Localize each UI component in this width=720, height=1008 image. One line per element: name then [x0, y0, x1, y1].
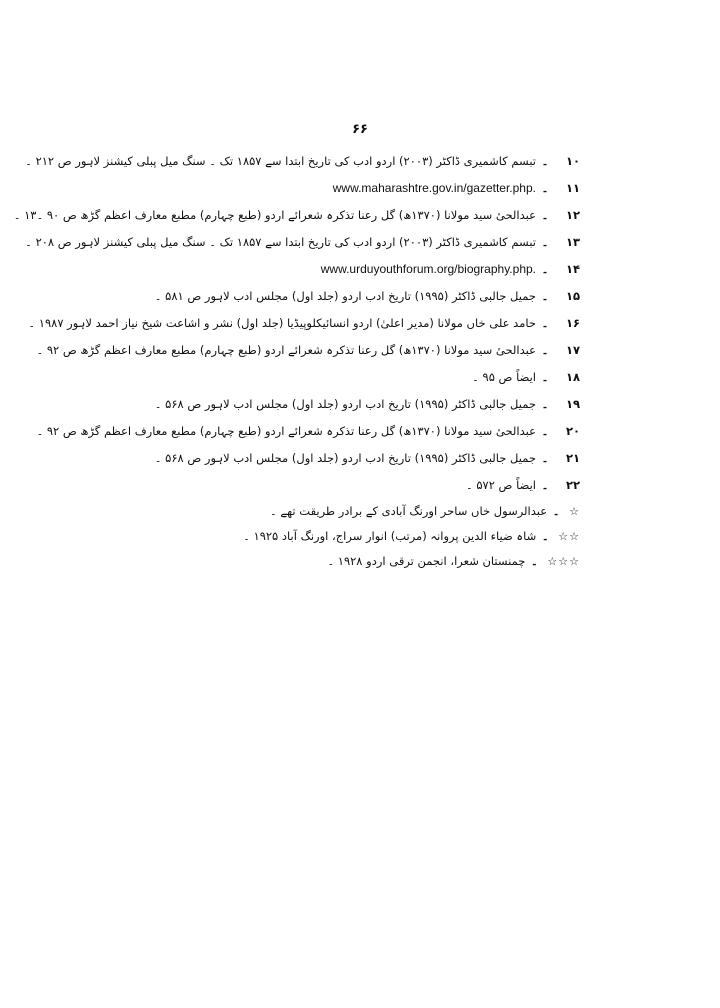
star-icon: ☆☆☆	[547, 555, 580, 568]
footnote-18	[120, 364, 580, 391]
footnote-text: عبدالحیٔ سید مولانا (۱۳۷۰ھ) گل رعنا تذکرہ شعرائے اردو (طبع چہارم) مطبع معارف اعظم گڑھ ص ۹۲ ۔	[36, 424, 536, 438]
footnote-text: تبسم کاشمیری ڈاکٹر (۲۰۰۳) اردو ادب کی تاریخ ابتدا سے ۱۸۵۷ تک ۔ سنگ میل پبلی کیشنز لاہور ص ۲۰۸ ۔	[25, 235, 536, 249]
footnote-14	[120, 256, 580, 283]
footnote-text: چمنستان شعرا، انجمن ترقی اردو ۱۹۲۸ ۔	[327, 554, 526, 568]
footnote-dash: ۔	[541, 451, 549, 465]
footnote-dash: ۔	[541, 154, 549, 168]
footnote-dash: ۔	[541, 370, 549, 384]
footnote-text: ایضاً ص ۵۷۲ ۔	[465, 478, 536, 492]
footnote-10	[25, 148, 580, 175]
footnote-text: عبدالحیٔ سید مولانا (۱۳۷۰ھ) گل رعنا تذکرہ شعرائے اردو (طبع چہارم) مطبع معارف اعظم گڑھ ص ۹۰ ۔۱۳ ۔	[13, 208, 536, 222]
footnote-number: ۲۱	[565, 451, 580, 465]
footnote-20	[36, 418, 580, 445]
footnote-dash: ۔	[541, 529, 549, 543]
footnote-text: جمیل جالبی ڈاکٹر (۱۹۹۵) تاریخ ادب اردو (جلد اول) مجلس ادب لاہور ص ۵۶۸ ۔	[154, 397, 536, 411]
star-icon: ☆	[569, 505, 580, 518]
footnote-text: عبدالحیٔ سید مولانا (۱۳۷۰ھ) گل رعنا تذکرہ شعرائے اردو (طبع چہارم) مطبع معارف اعظم گڑھ ص ۹۲ ۔	[36, 343, 536, 357]
footnote-dash: ۔	[541, 316, 549, 330]
footnote-text: شاہ ضیاء الدین پروانہ (مرتب) انوار سراج، اورنگ آباد ۱۹۲۵ ۔	[243, 529, 537, 543]
footnote-text: جمیل جالبی ڈاکٹر (۱۹۹۵) تاریخ ادب اردو (جلد اول) مجلس ادب لاہور ص ۵۶۸ ۔	[154, 451, 536, 465]
footnote-16	[28, 310, 580, 337]
starred-note-3	[120, 549, 580, 574]
footnote-dash: ۔	[531, 554, 538, 568]
footnote-dash: ۔	[541, 289, 549, 303]
footnote-text: جمیل جالبی ڈاکٹر (۱۹۹۵) تاریخ ادب اردو (جلد اول) مجلس ادب لاہور ص ۵۸۱ ۔	[154, 289, 536, 303]
footnote-dash: ۔	[541, 181, 549, 195]
footnote-url: www.urduyouthforum.org/biography.php.	[320, 262, 536, 276]
footnote-dash: ۔	[552, 504, 560, 518]
footnote-dash: ۔	[541, 424, 549, 438]
footnote-number: ۲۰	[565, 424, 580, 438]
footnote-number: ۱۲	[565, 208, 580, 222]
footnote-text: ایضاً ص ۹۵ ۔	[472, 370, 536, 384]
footnote-text: تبسم کاشمیری ڈاکٹر (۲۰۰۳) اردو ادب کی تاریخ ابتدا سے ۱۸۵۷ تک ۔ سنگ میل پبلی کیشنز لاہور ص ۲۱۲ ۔	[25, 154, 536, 168]
footnote-dash: ۔	[541, 343, 549, 357]
footnote-number: ۱۵	[565, 289, 580, 303]
footnote-19	[120, 391, 580, 418]
footnote-11	[120, 175, 580, 202]
footnote-dash: ۔	[541, 478, 549, 492]
footnote-dash: ۔	[541, 397, 549, 411]
footnote-12	[13, 202, 580, 229]
star-icon: ☆☆	[558, 530, 580, 543]
footnote-number: ۱۶	[565, 316, 580, 330]
footnote-url: www.maharashtre.gov.in/gazetter.php.	[332, 181, 536, 195]
starred-note-1	[120, 499, 580, 524]
footnote-number: ۱۰	[565, 154, 580, 168]
footnotes-list	[13, 148, 580, 574]
footnote-number: ۱۱	[565, 181, 580, 195]
footnote-number: ۲۲	[565, 478, 580, 492]
footnote-text: حامد علی خاں مولانا (مدیر اعلیٰ) اردو انسائیکلوپیڈیا (جلد اول) نشر و اشاعت شیخ نیاز احمد لاہور ۱۹۸۷ ۔	[28, 316, 536, 330]
footnote-dash: ۔	[541, 235, 549, 249]
starred-note-2	[120, 524, 580, 549]
footnote-dash: ۔	[541, 208, 549, 222]
footnote-number: ۱۷	[565, 343, 580, 357]
footnote-15	[120, 283, 580, 310]
footnote-dash: ۔	[541, 262, 549, 276]
footnote-22	[120, 472, 580, 499]
footnote-13	[25, 229, 580, 256]
footnote-number: ۱۹	[565, 397, 580, 411]
footnote-number: ۱۳	[565, 235, 580, 249]
footnote-number: ۱۴	[565, 262, 580, 276]
footnote-21	[120, 445, 580, 472]
footnote-17	[36, 337, 580, 364]
page-number: ۶۶	[352, 122, 368, 137]
footnote-number: ۱۸	[565, 370, 580, 384]
footnote-text: عبدالرسول خاں ساحر اورنگ آبادی کے برادر طریقت تھے ۔	[269, 504, 548, 518]
